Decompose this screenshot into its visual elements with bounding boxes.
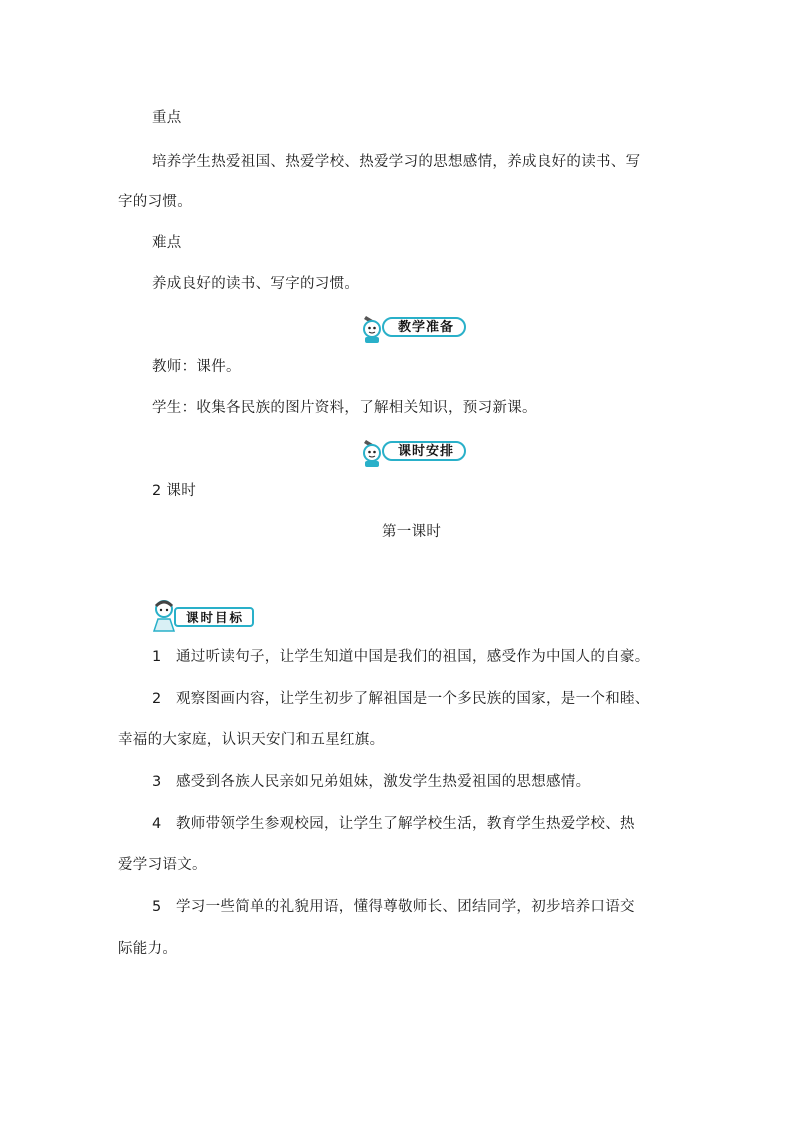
difficult-point-text: 养成良好的读书、写字的习惯。 xyxy=(152,276,360,292)
objective-2-number: 2 xyxy=(152,691,162,707)
objective-3-text: 感受到各族人民亲如兄弟姐妹，激发学生热爱祖国的思想感情。 xyxy=(176,774,591,790)
objective-3-number: 3 xyxy=(152,774,162,790)
objective-2-text-line2: 幸福的大家庭，认识天安门和五星红旗。 xyxy=(118,732,385,748)
objective-2-text-line1: 观察图画内容，让学生初步了解祖国是一个多民族的国家，是一个和睦、 xyxy=(176,691,650,707)
objective-1-text: 通过听读句子，让学生知道中国是我们的祖国，感受作为中国人的自豪。 xyxy=(176,649,650,665)
key-point-text-line2: 字的习惯。 xyxy=(118,194,192,210)
teaching-prep-badge-label: 教学准备 xyxy=(382,317,466,337)
key-point-heading: 重点 xyxy=(152,110,182,126)
schedule-badge-label: 课时安排 xyxy=(382,441,466,461)
lesson-hours: 2 课时 xyxy=(152,483,197,499)
key-point-text-line1: 培养学生热爱祖国、热爱学校、热爱学习的思想感情，养成良好的读书、写 xyxy=(152,154,641,170)
objective-1-number: 1 xyxy=(152,649,162,665)
objective-5-text-line2: 际能力。 xyxy=(118,941,178,957)
first-lesson-title: 第一课时 xyxy=(382,524,442,540)
schedule-badge xyxy=(356,436,476,466)
teaching-prep-badge xyxy=(356,312,476,342)
student-prep: 学生：收集各民族的图片资料，了解相关知识，预习新课。 xyxy=(152,400,537,416)
objective-4-number: 4 xyxy=(152,816,162,832)
objective-5-number: 5 xyxy=(152,899,162,915)
objectives-badge-label: 课时目标 xyxy=(174,607,254,627)
objective-4-text-line2: 爱学习语文。 xyxy=(118,857,207,873)
objective-5-text-line1: 学习一些简单的礼貌用语，懂得尊敬师长、团结同学，初步培养口语交 xyxy=(176,899,635,915)
teacher-prep: 教师：课件。 xyxy=(152,359,241,375)
objectives-badge xyxy=(150,597,265,631)
difficult-point-heading: 难点 xyxy=(152,235,182,251)
objective-4-text-line1: 教师带领学生参观校园，让学生了解学校生活，教育学生热爱学校、热 xyxy=(176,816,635,832)
